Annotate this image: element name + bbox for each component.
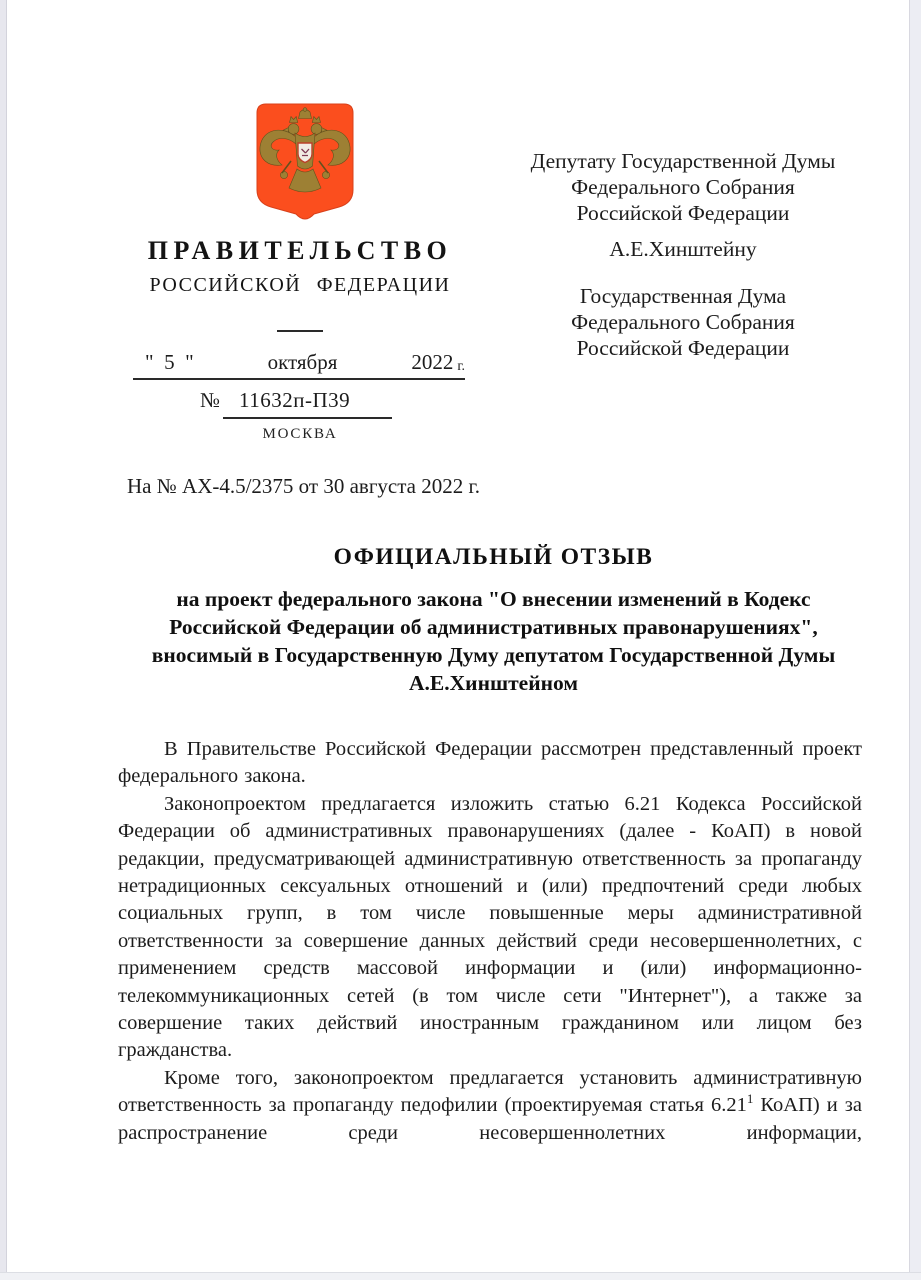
date-year bbox=[411, 350, 465, 375]
paragraph-text: Кроме того, законопроектом предлагается установить административную ответственность за пропаганду педофилии (проектируемая статья 6.21 bbox=[118, 1066, 862, 1117]
number-label: № bbox=[200, 388, 221, 412]
recipient-line: Федерального Собрания bbox=[571, 310, 795, 334]
recipient-line: Российской Федерации bbox=[576, 201, 790, 225]
page-edge-right bbox=[909, 0, 921, 1280]
subtitle-line: А.Е.Хинштейном bbox=[409, 671, 578, 695]
document-subtitle bbox=[110, 585, 877, 697]
subtitle-line: Российской Федерации об административных правонарушениях", bbox=[169, 615, 818, 639]
russia-coat-of-arms-icon bbox=[256, 103, 354, 222]
date-day: " 5 " bbox=[145, 350, 194, 374]
city-label: МОСКВА bbox=[262, 426, 338, 442]
superscript-footnote-mark: 1 bbox=[746, 1091, 754, 1107]
subtitle-line: вносимый в Государственную Думу депутатом Государственной Думы bbox=[151, 643, 836, 667]
recipient-line: Российской Федерации bbox=[576, 336, 790, 360]
date-month: октября bbox=[267, 350, 338, 374]
recipient-line: Государственная Дума bbox=[579, 284, 787, 308]
reference-line: На № АХ-4.5/2375 от 30 августа 2022 г. bbox=[127, 474, 481, 498]
recipient-line: Депутату Государственной Думы bbox=[530, 149, 836, 173]
date-line bbox=[133, 351, 465, 380]
org-name-line1: ПРАВИТЕЛЬСТВО bbox=[147, 236, 453, 265]
document-number-line bbox=[200, 388, 392, 419]
recipient-org-block bbox=[498, 283, 868, 361]
body-paragraph: В Правительстве Российской Федерации рассмотрен представленный проект федерального закона. bbox=[118, 738, 862, 788]
number-value: 11632п-П39 bbox=[223, 388, 392, 419]
date-year-value: 2022 bbox=[411, 350, 454, 374]
date-year-suffix: г. bbox=[457, 359, 465, 374]
body-paragraph: Законопроектом предлагается изложить статью 6.21 Кодекса Российской Федерации об административных правонарушениях (далее - КоАП) в новой редакции, предусматривающей административную ответственность за пропаганду нетрадиционных сексуальных отношений и (или) предпочтений среди любых социальных групп, в том числе повышенные меры административной ответственности за совершение данных действий среди несовершеннолетних, с применением средств массовой информации и (или) информационно-телекоммуникационных сетей (в том числе сети "Интернет"), а также за совершение таких действий иностранным гражданином или лицом без гражданства. bbox=[118, 792, 862, 1062]
body-paragraph bbox=[118, 1065, 862, 1147]
subtitle-line: на проект федерального закона "О внесении изменений в Кодекс bbox=[176, 587, 811, 611]
page-edge-left bbox=[0, 0, 7, 1280]
page-edge-bottom bbox=[0, 1272, 921, 1280]
org-name-line2: РОССИЙСКОЙ ФЕДЕРАЦИИ bbox=[149, 274, 451, 296]
recipient-name: А.Е.Хинштейну bbox=[609, 237, 757, 261]
document-body bbox=[118, 736, 862, 1147]
paragraph-text: КоАП) и за распространение среди несовершеннолетних информации, bbox=[118, 1094, 862, 1144]
recipient-block bbox=[498, 148, 868, 361]
letterhead-divider bbox=[277, 330, 323, 332]
document-title: ОФИЦИАЛЬНЫЙ ОТЗЫВ bbox=[333, 544, 654, 570]
recipient-line: Федерального Собрания bbox=[571, 175, 795, 199]
